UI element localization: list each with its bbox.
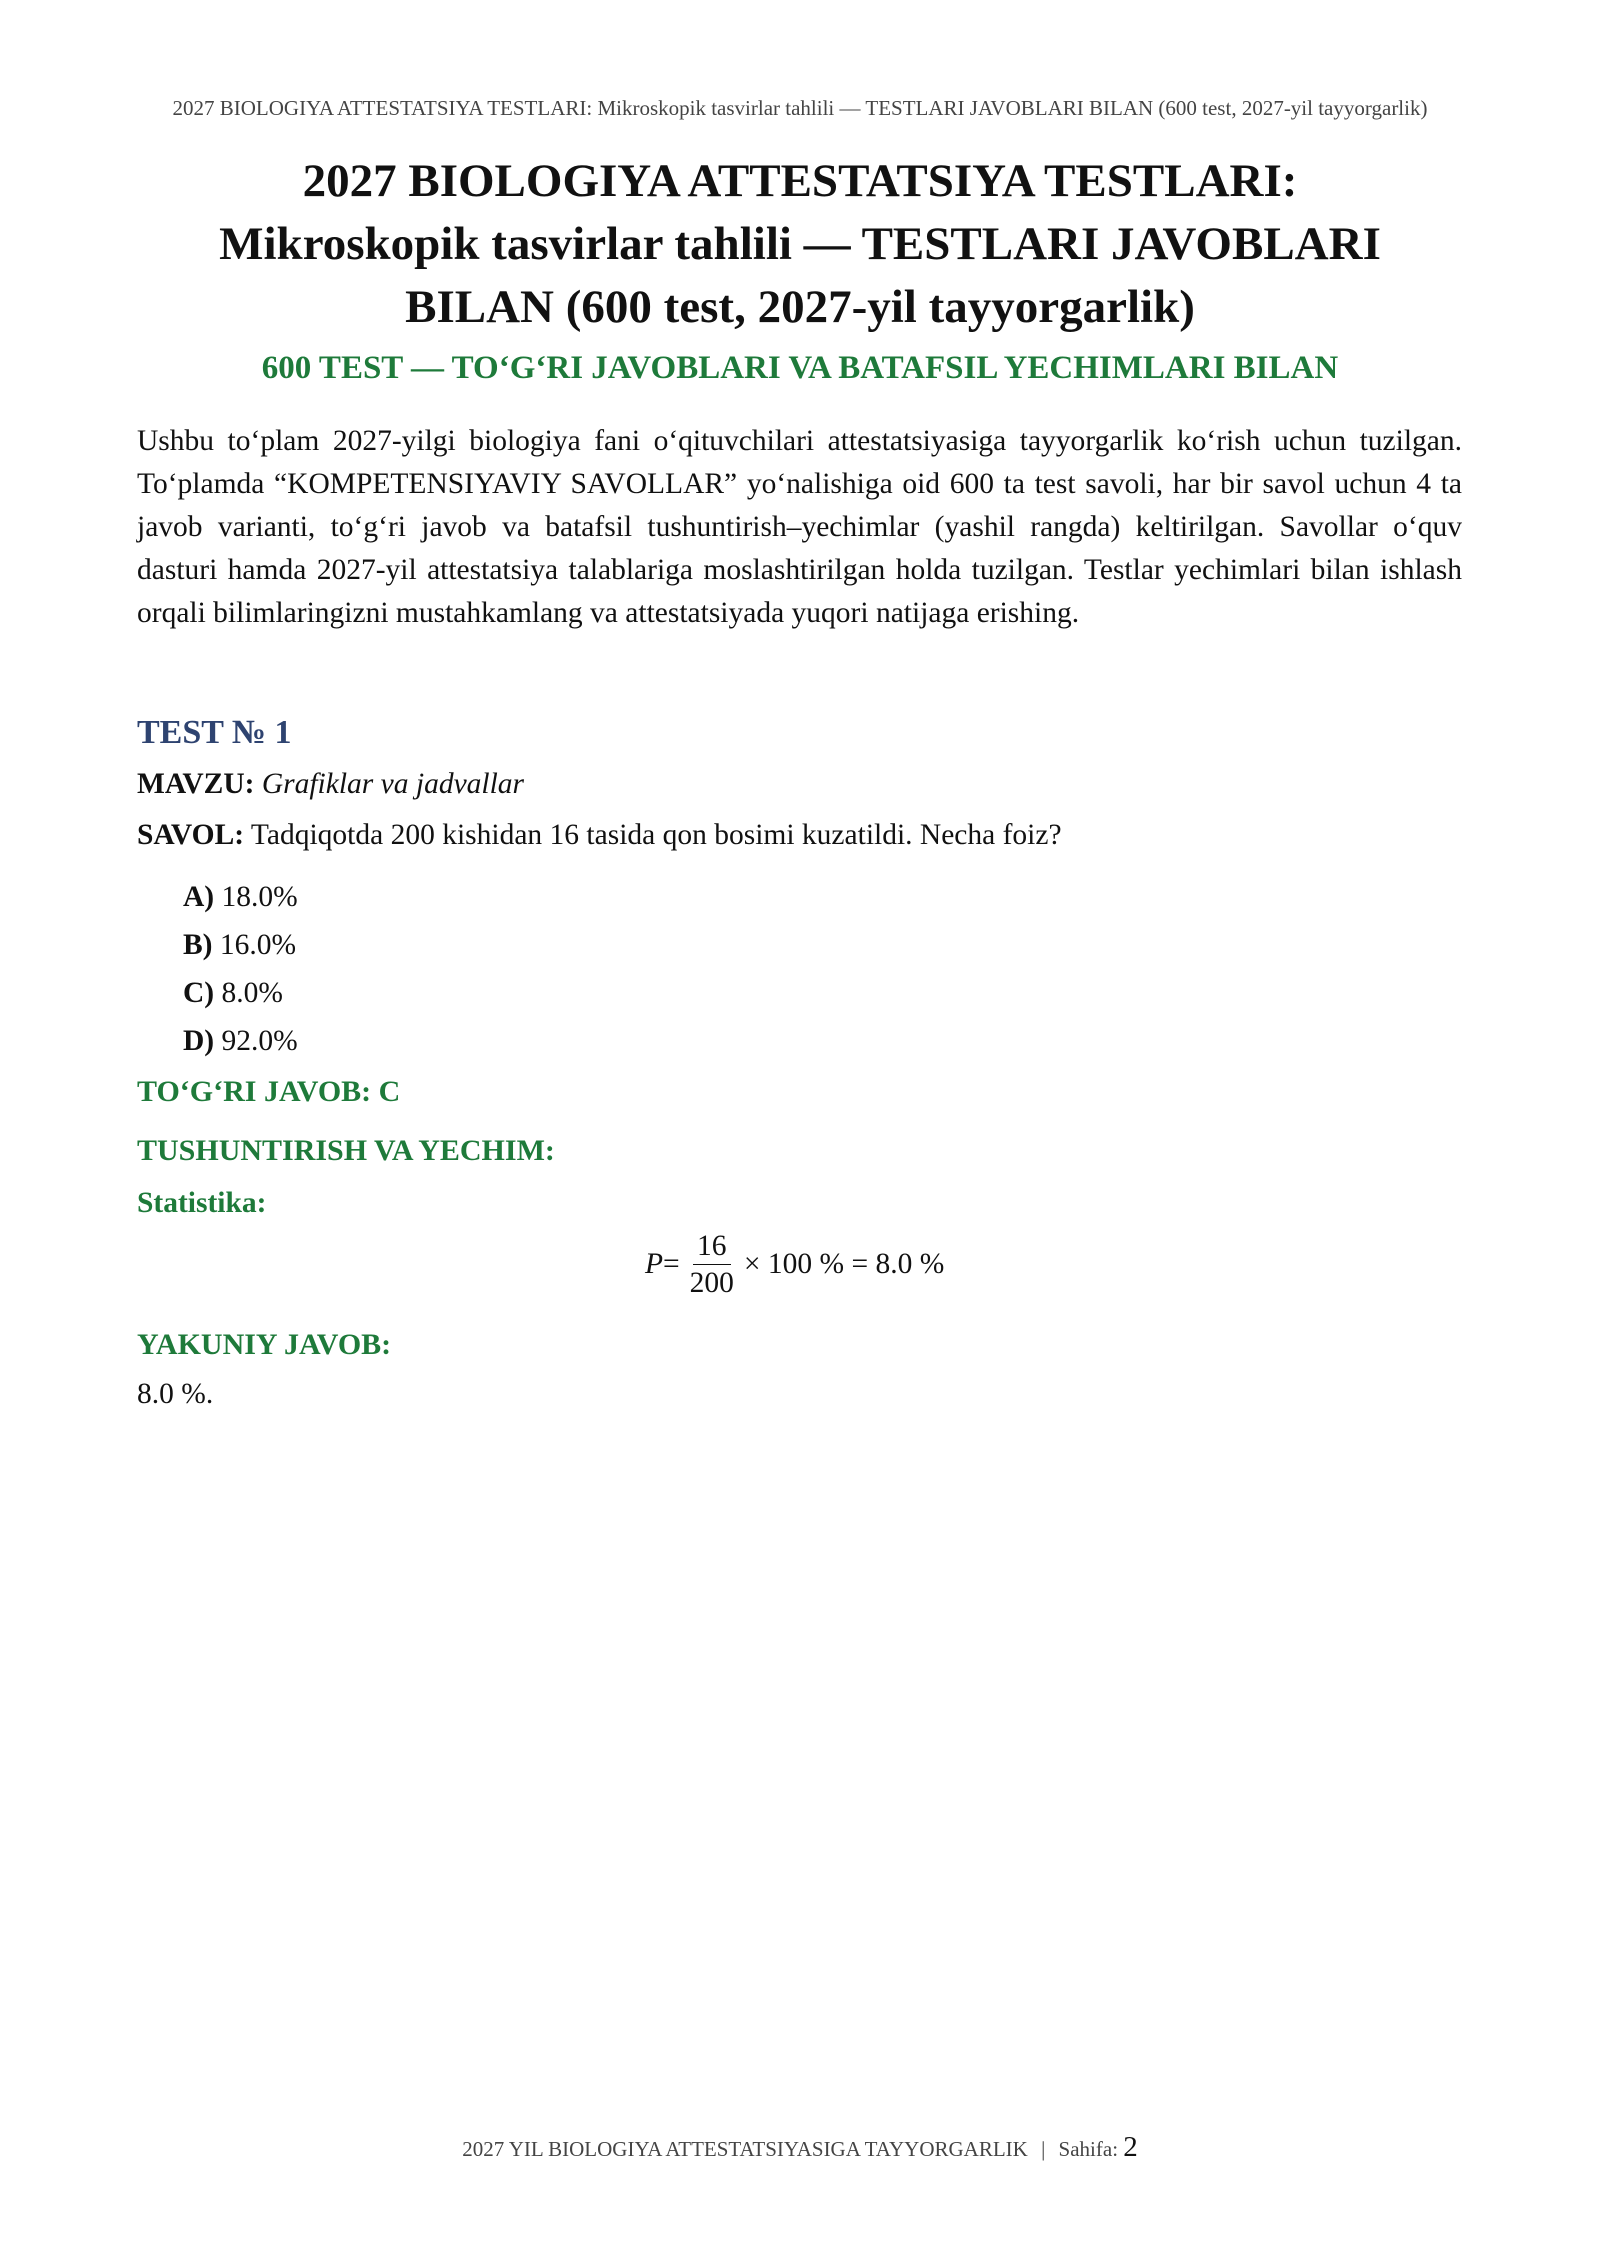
option-c [183,969,298,1017]
fraction-numerator: 16 [693,1228,731,1265]
page-footer [120,2132,1480,2164]
footer-separator: | [1041,2137,1046,2161]
option-text: 8.0% [221,977,283,1009]
footer-text: 2027 YIL BIOLOGIYA ATTESTATSIYASIGA TAYYORGARLIK [462,2137,1028,2161]
option-text: 18.0% [221,881,298,913]
formula-fraction [686,1228,738,1301]
fraction-denominator: 200 [689,1267,734,1299]
formula-equals: = [663,1248,680,1280]
explanation-heading: TUSHUNTIRISH VA YECHIM: [137,1134,555,1167]
question-text: Tadqiqotda 200 kishidan 16 tasida qon bosimi kuzatildi. Necha foiz? [250,819,1062,851]
question-label: SAVOL: [137,819,245,851]
title-line-3: BILAN (600 test, 2027-yil tayyorgarlik) [405,281,1195,333]
title-line-2: Mikroskopik tasvirlar tahlili — TESTLARI JAVOBLARI [219,218,1381,270]
option-a [183,873,298,921]
topic-line [137,764,524,804]
question-line [137,815,1062,855]
final-answer-heading: YAKUNIY JAVOB: [137,1328,392,1361]
topic-value: Grafiklar va jadvallar [261,768,525,800]
correct-answer: TO‘G‘RI JAVOB: C [137,1075,401,1108]
page-label: Sahifa: [1058,2137,1119,2161]
option-letter: B) [183,929,213,961]
explanation-label: Statistika: [137,1187,267,1219]
option-d [183,1017,298,1065]
option-letter: D) [183,1025,215,1057]
option-text: 16.0% [219,929,297,961]
final-answer-value: 8.0 %. [137,1378,214,1410]
intro-paragraph: Ushbu to‘plam 2027-yilgi biologiya fani o‘qituvchilari attestatsiyasiga tayyorgarlik ko‘rish uchun tuzilgan. To‘plamda “KOMPETENSIYAVIY SAVOLLAR” yo‘nalishiga oid 600 ta test savoli, har bir savol uchun 4 ta javob varianti, to‘g‘ri javob va batafsil tushuntirish–yechimlar (yashil rangda) keltirilgan. Savollar o‘quv dasturi hamda 2027-yil attestatsiya talablariga moslashtirilgan holda tuzilgan. Testlar yechimlari bilan ishlash orqali bilimlaringizni mustahkamlang va attestatsiyada yuqori natijaga erishing. [137,425,1462,629]
option-letter: C) [183,977,215,1009]
test-heading: TEST № 1 [137,714,292,751]
option-b [183,921,298,969]
running-header: 2027 BIOLOGIYA ATTESTATSIYA TESTLARI: Mikroskopik tasvirlar tahlili — TESTLARI JAVOBLARI BILAN (600 test, 2027-yil tayyorgarlik) [172,96,1428,120]
formula-variable: P [645,1248,664,1280]
formula-rest: × 100 % = 8.0 % [743,1248,945,1280]
page-number: 2 [1123,2131,1138,2163]
option-letter: A) [183,881,215,913]
percentage-formula [645,1228,944,1301]
topic-label: MAVZU: [137,768,255,800]
answer-options [183,873,298,1065]
document-subtitle: 600 TEST — TO‘G‘RI JAVOBLARI VA BATAFSIL YECHIMLARI BILAN [261,350,1339,386]
option-text: 92.0% [221,1025,298,1057]
document-title [120,150,1480,339]
title-line-1: 2027 BIOLOGIYA ATTESTATSIYA TESTLARI: [302,155,1298,207]
